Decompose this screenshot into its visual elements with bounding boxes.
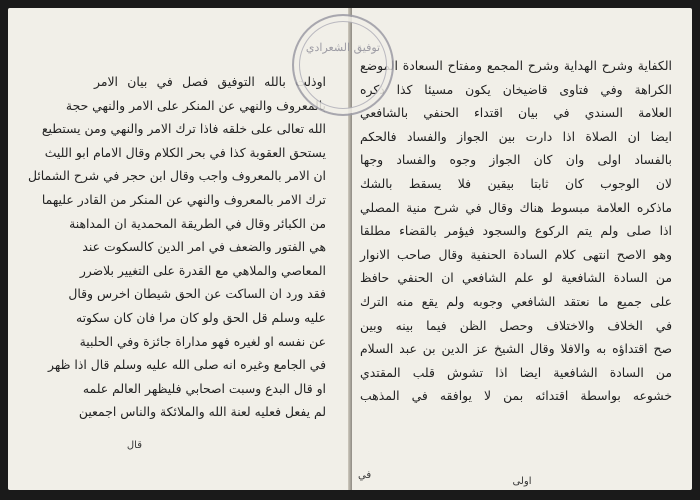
ownership-seal-stamp xyxy=(292,14,394,116)
seal-text: توفيق الشعرادي xyxy=(305,41,381,54)
text-line: لان الوجوب كان ثابتا بيقين فلا يسقط بالشك xyxy=(360,175,672,191)
text-line: من السادة الشافعية ايضا اذا تشوش قلب المقتدي xyxy=(360,364,672,380)
text-line: الكراهة وفي فتاوى قاضيخان يكون مسيئا كذا ذكره xyxy=(360,81,672,97)
text-line: في الجامع وغيره انه صلى الله عليه وسلم قال اذا ظهر xyxy=(48,357,326,373)
right-page xyxy=(352,8,692,490)
text-line: او قال البدع وسبت اصحابي فليظهر العالم علمه xyxy=(82,380,326,396)
text-line: ايضا ان الصلاة اذا دارت بين الجواز والفساد فالحكم xyxy=(360,128,672,144)
text-line: لم يفعل فعليه لعنة الله والملائكة والناس اجمعين xyxy=(78,404,326,420)
text-line: خشوعه بواسطة اقتدائه بمن لا يوافقه في المذهب xyxy=(360,388,672,404)
text-line: بالمعروف والنهي عن المنكر على الامر والنهي حجة xyxy=(65,97,326,113)
text-line: عليه وسلم قل الحق ولو كان مرا فان كان سكوته xyxy=(75,309,326,325)
text-line: يستحق العقوبة كذا في بحر الكلام وقال الامام ابو الليث xyxy=(44,144,326,160)
text-line: صح اقتداؤه به والافلا وقال الشيخ عز الدين بن عبد السلام xyxy=(360,341,672,357)
left-page-text xyxy=(27,70,326,424)
text-line: الكفاية وشرح الهداية وشرح المجمع ومفتاح السعادة الموضع xyxy=(360,58,672,73)
folio-number: اولى xyxy=(512,476,532,487)
text-line: ترك الامر بالمعروف والنهي عن المنكر من القادر عليهما xyxy=(41,191,326,207)
right-page-text xyxy=(360,54,672,408)
text-line: في الخلاف والاختلاف وحصل الظن فيما بينه وبين xyxy=(360,317,672,333)
text-line: ماذكره العلامة مبسوط هناك وقال في شرح منية المصلي xyxy=(360,199,672,215)
text-line: على جميع ما نعتقد الشافعي وجوبه ولم يقع منه الترك xyxy=(360,293,672,309)
text-line: فقد ورد ان الساكت عن الحق شيطان اخرس وقال xyxy=(68,286,326,302)
text-line: هي الفتور والضعف في امر الدين كالسكوت عند xyxy=(82,239,326,255)
text-line: اوذلت بالله التوفيق فصل في بيان الامر xyxy=(94,74,326,89)
text-line: من الكبائر وقال في الطريقة المحمدية ان المداهنة xyxy=(69,215,326,231)
text-line: العلامة السندي في بيان اقتداء الحنفي بالشافعي xyxy=(360,105,672,121)
text-line: اذا صلى ولم يتم الركوع والسجود فيؤمر بالقضاء مطلقا xyxy=(360,223,672,239)
text-line: ان الامر بالمعروف واجب وقال ابن حجر في شرح الشمائل xyxy=(27,168,326,184)
text-line: وهو الاصح انتهى كلام السادة الحنفية وقال صاحب الانوار xyxy=(360,246,672,262)
text-line: عن نفسه او لغيره فهو مداراة جائزة وفي الحلبية xyxy=(79,333,326,349)
text-line: الله تعالى على خلقه فاذا ترك الامر والنهي ومن يستطيع xyxy=(41,121,326,137)
right-catchword: في xyxy=(358,470,372,481)
text-line: من السادة الشافعية لو علم الشافعي ان الحنفي حافظ xyxy=(360,270,672,286)
left-catchword: قال xyxy=(126,440,142,451)
text-line: المعاصي والملاهي مع القدرة على التغيير بلاضرر xyxy=(79,262,326,278)
text-line: بالفساد اولى وان كان الجواز وجوه والفساد وجها xyxy=(360,152,672,168)
